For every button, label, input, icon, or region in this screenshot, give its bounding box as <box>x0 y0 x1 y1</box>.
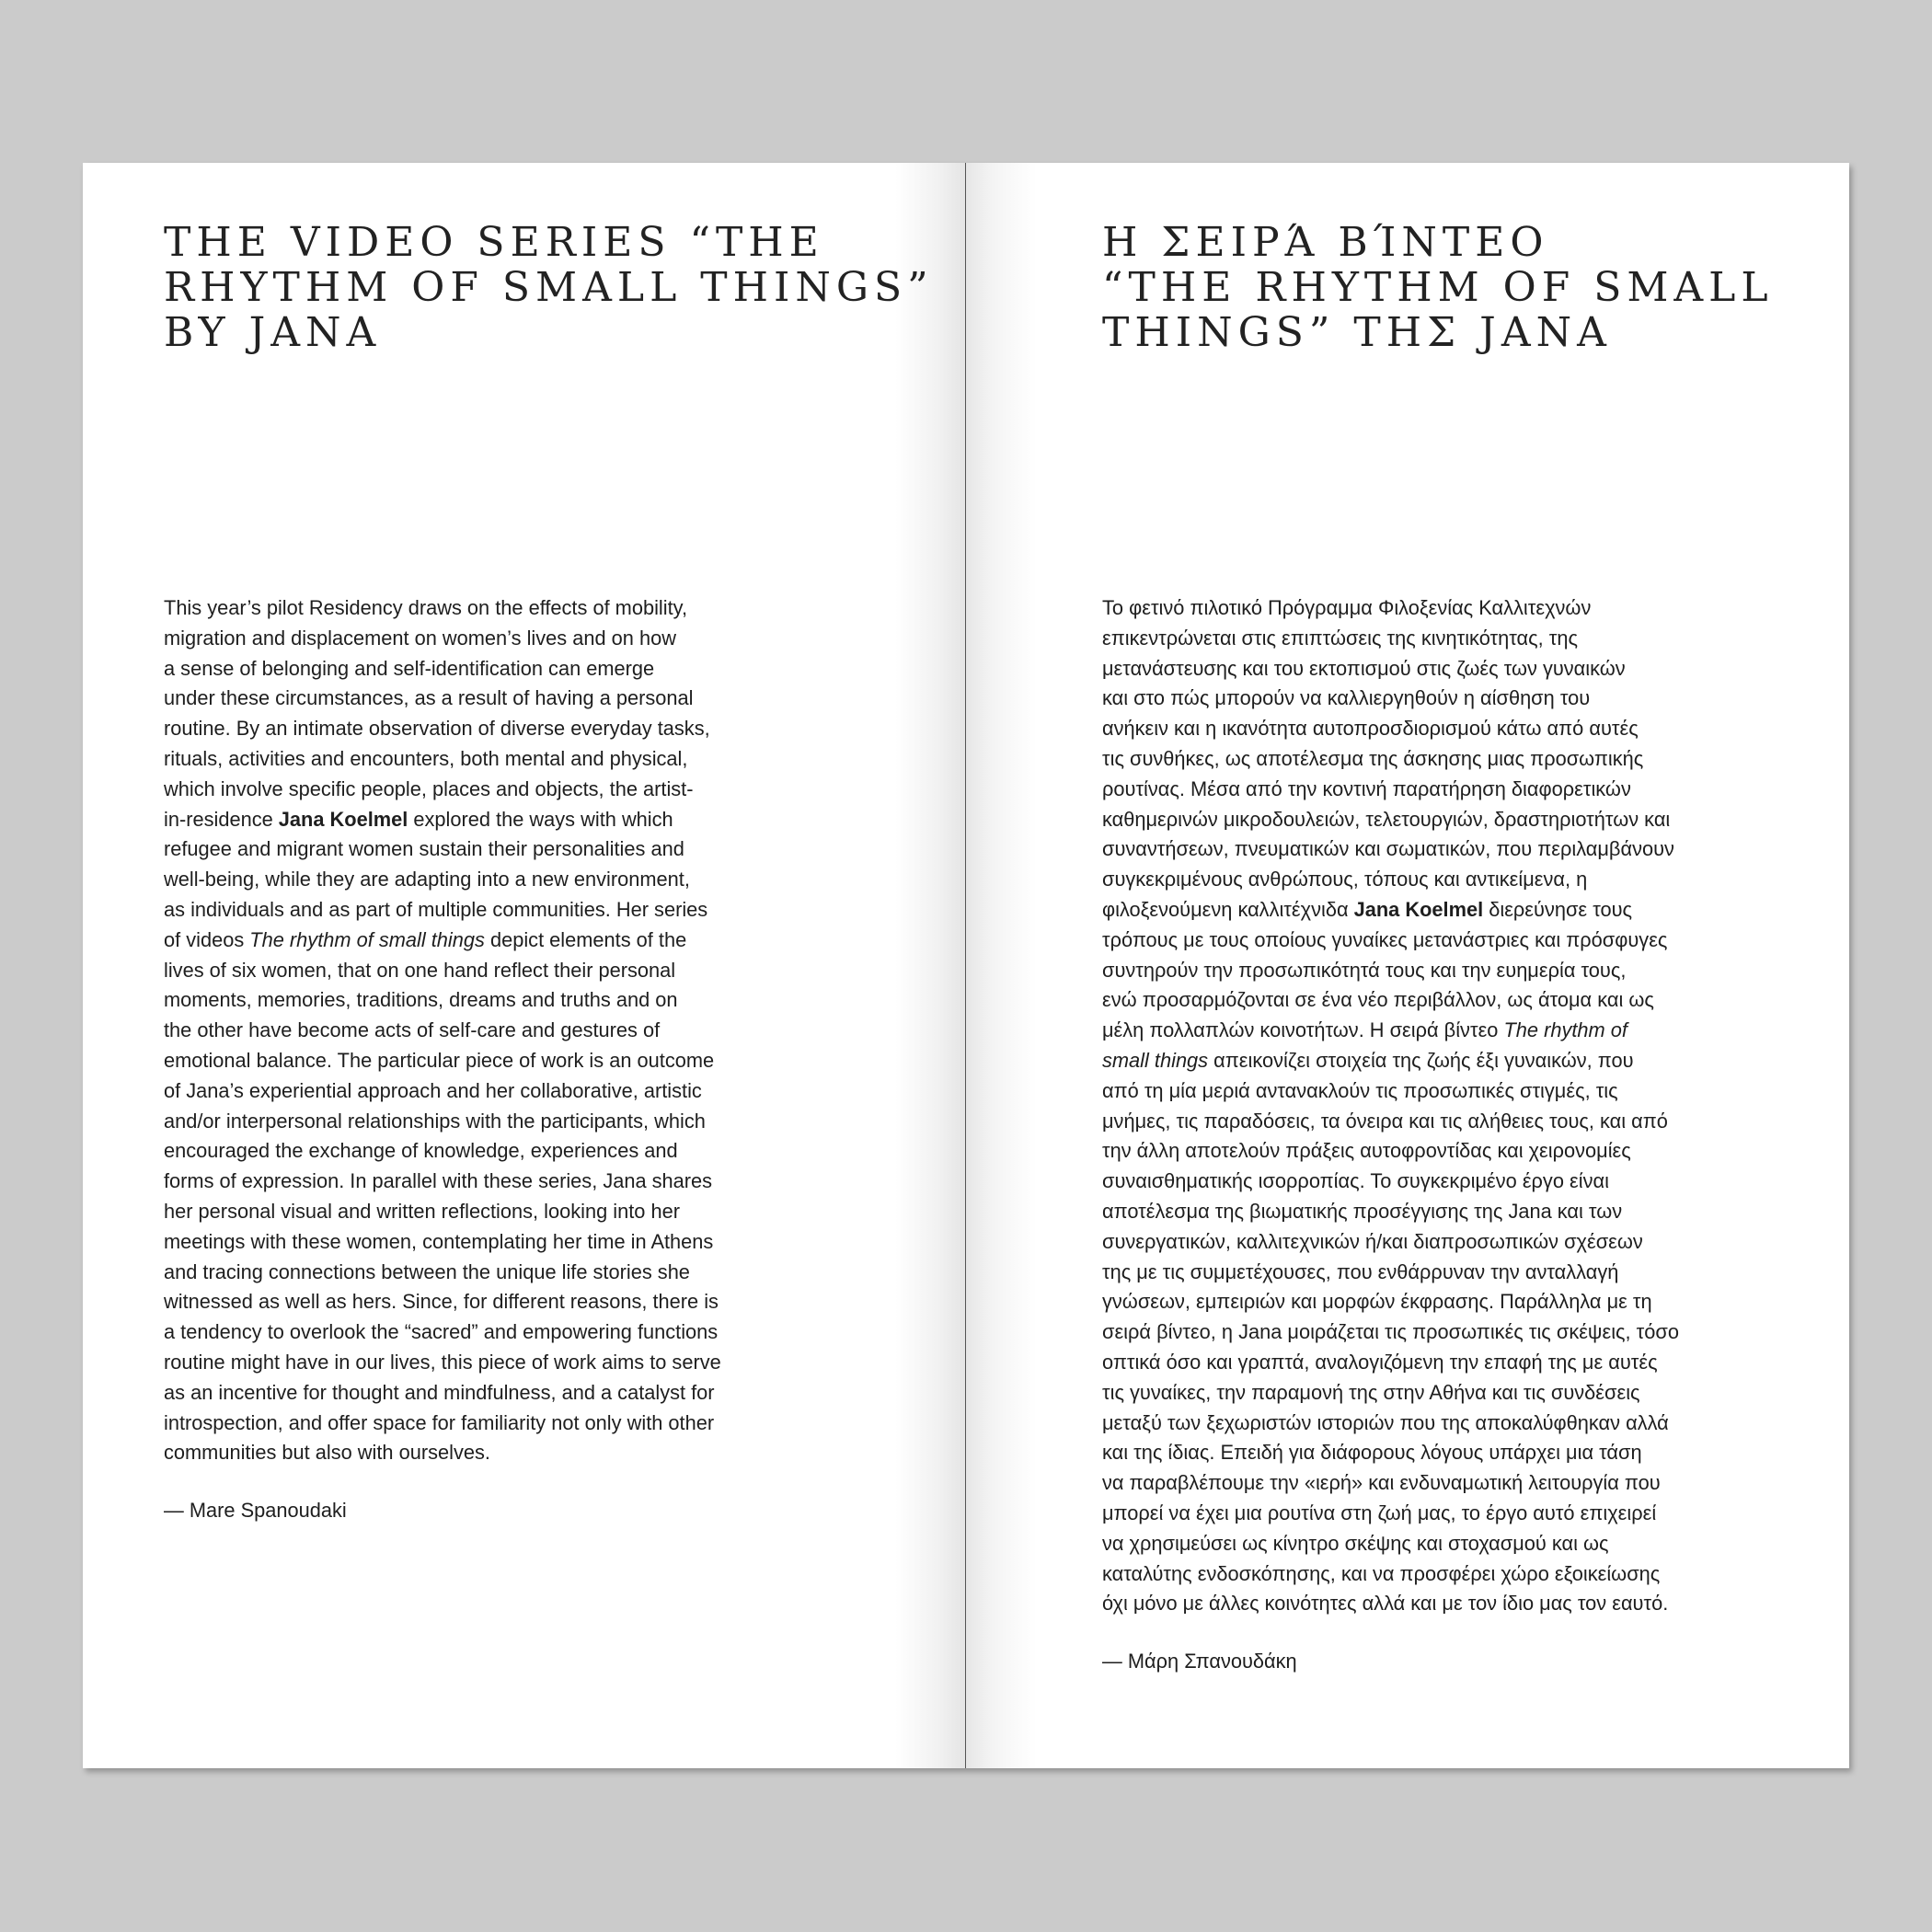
text-line: rituals, activities and encounters, both mental and physical, <box>164 746 688 770</box>
text-segment: in-residence <box>164 807 279 831</box>
text-line: σειρά βίντεο, η Jana μοιράζεται τις προσωπικές τις σκέψεις, τόσο <box>1102 1320 1679 1344</box>
text-line: This year’s pilot Residency draws on the effects of mobility, <box>164 596 687 619</box>
text-line: as an incentive for thought and mindfulness, and a catalyst for <box>164 1380 715 1404</box>
text-segment: depict elements of the <box>484 927 687 951</box>
text-line: ενώ προσαρμόζονται σε ένα νέο περιβάλλον, ως άτομα και ως <box>1102 988 1654 1012</box>
text-line: από τη μία μεριά αντανακλούν τις προσωπικές στιγμές, τις <box>1102 1078 1618 1102</box>
text-line: τις γυναίκες, την παραμονή της στην Αθήνα και τις συνδέσεις <box>1102 1380 1640 1404</box>
work-title: small things <box>1102 1048 1209 1072</box>
text-line: καθημερινών μικροδουλειών, τελετουργιών, δραστηριοτήτων και <box>1102 807 1671 831</box>
text-line: refugee and migrant women sustain their personalities and <box>164 837 684 861</box>
text-line: καταλύτης ενδοσκόπησης, και να προσφέρει χώρο εξοικείωσης <box>1102 1561 1661 1585</box>
book-gutter <box>965 163 966 1768</box>
text-line: a tendency to overlook the “sacred” and empowering functions <box>164 1320 719 1344</box>
text-line: lives of six women, that on one hand reflect their personal <box>164 958 676 982</box>
text-line: οπτικά όσο και γραπτά, αναλογιζόμενη την επαφή της με αυτές <box>1102 1350 1658 1374</box>
text-line: την άλλη αποτελούν πράξεις αυτοφροντίδας και χειρονομίες <box>1102 1139 1631 1163</box>
text-line: under these circumstances, as a result of having a personal <box>164 686 694 710</box>
text-line: a sense of belonging and self-identification can emerge <box>164 656 655 680</box>
title-line: “THE RHYTHM OF SMALL <box>1102 264 1774 311</box>
text-line: ανήκειν και η ικανότητα αυτοπροσδιορισμού κάτω από αυτές <box>1102 717 1639 741</box>
text-line: συνεργατικών, καλλιτεχνικών ή/και διαπροσωπικών σχέσεων <box>1102 1229 1643 1253</box>
text-line: of Jana’s experiential approach and her collaborative, artistic <box>164 1078 702 1102</box>
text-line: και στο πώς μπορούν να καλλιεργηθούν η αίσθηση του <box>1102 686 1591 710</box>
left-page <box>83 163 966 1768</box>
text-line: όχι μόνο με άλλες κοινότητες αλλά και με τον ίδιο μας τον εαυτό. <box>1102 1592 1669 1616</box>
text-line: τις συνθήκες, ως αποτέλεσμα της άσκησης μιας προσωπικής <box>1102 746 1644 770</box>
text-line <box>164 805 918 835</box>
text-line: and tracing connections between the unique life stories she <box>164 1259 690 1283</box>
text-line: μετανάστευσης και του εκτοπισμού στις ζωές των γυναικών <box>1102 656 1626 680</box>
text-line: witnessed as well as hers. Since, for different reasons, there is <box>164 1290 719 1314</box>
artist-name: Jana Koelmel <box>278 807 408 831</box>
text-line: routine might have in our lives, this piece of work aims to serve <box>164 1350 721 1374</box>
text-line: επικεντρώνεται στις επιπτώσεις της κινητικότητας, της <box>1102 626 1578 650</box>
text-line: γνώσεων, εμπειριών και μορφών έκφρασης. Παράλληλα με τη <box>1102 1290 1652 1314</box>
text-line: meetings with these women, contemplating her time in Athens <box>164 1229 714 1253</box>
text-line: her personal visual and written reflections, looking into her <box>164 1199 680 1223</box>
title-line: THINGS” ΤΗΣ JANA <box>1102 309 1612 356</box>
text-line: moments, memories, traditions, dreams and truths and on <box>164 988 678 1012</box>
text-segment: of videos <box>164 927 250 951</box>
title-line: RHYTHM OF SMALL THINGS” <box>164 264 934 311</box>
author-signature-english: — Mare Spanoudaki <box>164 1499 347 1522</box>
text-line: συντηρούν την προσωπικότητά τους και την ευημερία τους, <box>1102 958 1627 982</box>
text-line: encouraged the exchange of knowledge, experiences and <box>164 1139 678 1163</box>
work-title: The rhythm of small things <box>249 927 485 951</box>
text-line: the other have become acts of self-care and gestures of <box>164 1018 661 1042</box>
text-line: να χρησιμεύσει ως κίνητρο σκέψης και στοχασμού και ως <box>1102 1531 1609 1555</box>
text-segment: φιλοξενούμενη καλλιτέχνιδα <box>1102 897 1354 921</box>
title-line: BY JANA <box>164 309 382 356</box>
text-line: which involve specific people, places and objects, the artist- <box>164 776 694 800</box>
text-line: τρόπους με τους οποίους γυναίκες μετανάστριες και πρόσφυγες <box>1102 927 1668 951</box>
text-line <box>164 926 918 956</box>
body-text-english <box>164 593 918 1468</box>
text-line: forms of expression. In parallel with these series, Jana shares <box>164 1169 713 1193</box>
text-line <box>1102 1016 1849 1046</box>
title-line: THE VIDEO SERIES “THE <box>164 219 824 266</box>
text-segment: διερεύνησε τους <box>1483 897 1633 921</box>
text-line: emotional balance. The particular piece of work is an outcome <box>164 1048 715 1072</box>
author-signature-greek: — Μάρη Σπανουδάκη <box>1102 1650 1297 1673</box>
text-line: της με τις συμμετέχουσες, που ενθάρρυναν την ανταλλαγή <box>1102 1259 1619 1283</box>
text-line: μπορεί να έχει μια ρουτίνα στη ζωή μας, το έργο αυτό επιχειρεί <box>1102 1501 1657 1524</box>
text-line: routine. By an intimate observation of diverse everyday tasks, <box>164 717 710 741</box>
text-line: μεταξύ των ξεχωριστών ιστοριών που της αποκαλύφθηκαν αλλά <box>1102 1410 1669 1434</box>
title-line: Η ΣΕΙΡΆ ΒΊΝΤΕΟ <box>1102 219 1549 266</box>
book-spread <box>83 163 1849 1768</box>
text-line: as individuals and as part of multiple communities. Her series <box>164 897 708 921</box>
text-line <box>1102 1046 1849 1076</box>
text-line: ρουτίνας. Μέσα από την κοντινή παρατήρηση διαφορετικών <box>1102 776 1631 800</box>
page-title-english <box>164 220 934 355</box>
page-title-greek <box>1102 220 1774 355</box>
body-text-greek <box>1102 593 1849 1619</box>
text-line: συγκεκριμένους ανθρώπους, τόπους και αντικείμενα, η <box>1102 868 1588 891</box>
text-segment: explored the ways with which <box>408 807 673 831</box>
text-line: συναντήσεων, πνευματικών και σωματικών, που περιλαμβάνουν <box>1102 837 1674 861</box>
text-segment: απεικονίζει στοιχεία της ζωής έξι γυναικών, που <box>1208 1048 1634 1072</box>
text-line: συναισθηματικής ισορροπίας. Το συγκεκριμένο έργο είναι <box>1102 1169 1609 1193</box>
right-page <box>966 163 1849 1768</box>
text-line: και της ίδιας. Επειδή για διάφορους λόγους υπάρχει μια τάση <box>1102 1441 1642 1465</box>
text-line: well-being, while they are adapting into a new environment, <box>164 868 690 891</box>
text-segment: μέλη πολλαπλών κοινοτήτων. Η σειρά βίντεο <box>1102 1018 1504 1042</box>
text-line: communities but also with ourselves. <box>164 1441 490 1465</box>
text-line: introspection, and offer space for familiarity not only with other <box>164 1410 715 1434</box>
artist-name: Jana Koelmel <box>1353 897 1484 921</box>
text-line <box>1102 895 1849 926</box>
text-line: μνήμες, τις παραδόσεις, τα όνειρα και τις αλήθειες τους, και από <box>1102 1109 1668 1133</box>
text-line: migration and displacement on women’s lives and on how <box>164 626 676 650</box>
text-line: Το φετινό πιλοτικό Πρόγραμμα Φιλοξενίας Καλλιτεχνών <box>1102 596 1592 619</box>
text-line: and/or interpersonal relationships with the participants, which <box>164 1109 706 1133</box>
work-title: The rhythm of <box>1503 1018 1627 1042</box>
text-line: αποτέλεσμα της βιωματικής προσέγγισης της Jana και των <box>1102 1199 1623 1223</box>
text-line: να παραβλέπουμε την «ιερή» και ενδυναμωτική λειτουργία που <box>1102 1471 1661 1495</box>
